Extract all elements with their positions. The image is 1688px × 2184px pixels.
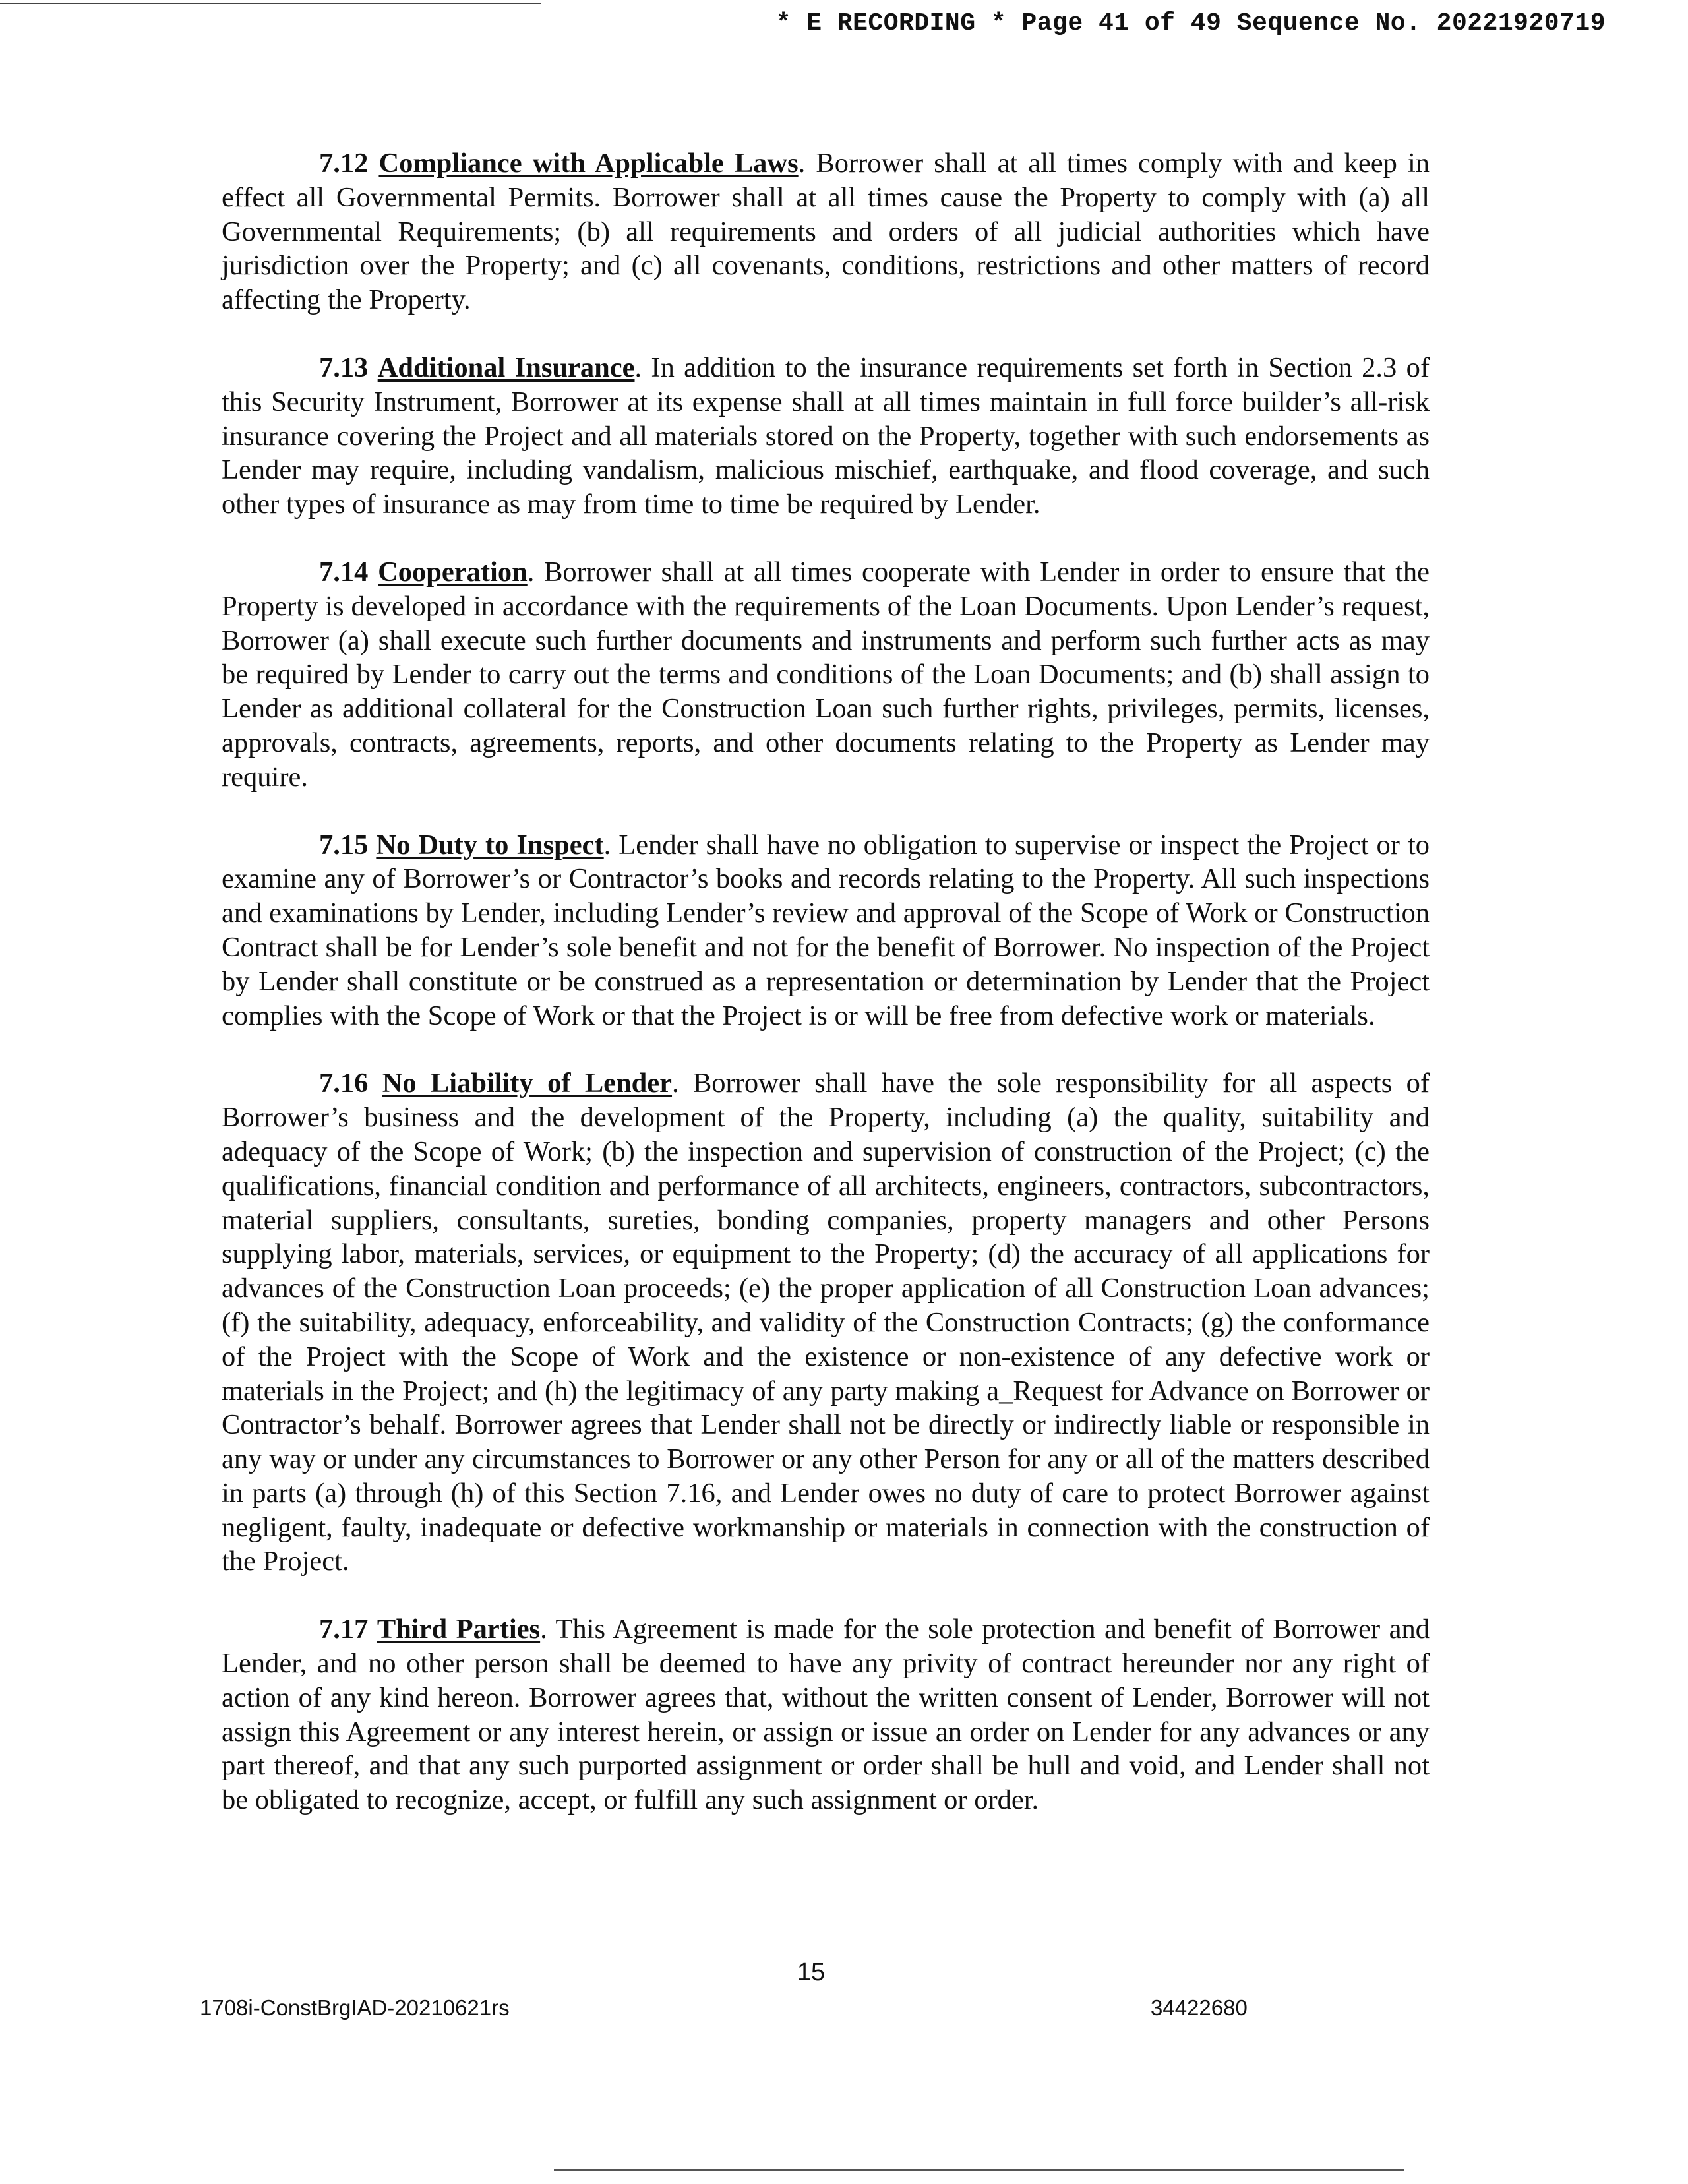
- section-text: . Borrower shall have the sole responsibility for all aspects of Borrower’s business and the development of the Property, including (a) the quality, suitability and adequacy of the Scope of Work; (b) the inspection and supervision of construction of the Project; (c) the qualifications, financial condition and performance of all architects, engineers, contractors, subcontractors, material suppliers, consultants, sureties, bonding companies, property managers and other Persons supplying labor, materials, services, or equipment to the Property; (d) the accuracy of all applications for advances of the Construction Loan proceeds; (e) the proper application of all Construction Loan advances; (f) the suitability, adequacy, enforceability, and validity of the Construction Contracts; (g) the conformance of the Project with the Scope of Work and the existence or non-existence of any defective work or materials in the Project; and (h) the legitimacy of any party making a_Request for Advance on Borrower or Contractor’s behalf. Borrower agrees that Lender shall not be directly or indirectly liable or responsible in any way or under any circumstances to Borrower or any other Person for any or all of the matters described in parts (a) through (h) of this Section 7.16, and Lender owes no duty of care to protect Borrower against negligent, faulty, inadequate or defective workmanship or materials in connection with the construction of the Project.: [222, 1068, 1430, 1577]
- section-number: 7.15: [319, 829, 369, 861]
- section-text: . This Agreement is made for the sole protection and benefit of Borrower and Lender, and no other person shall be deemed to have any privity of contract hereunder nor any right of action of any kind hereon. Borrower agrees that, without the written consent of Lender, Borrower will not assign this Agreement or any interest herein, or assign or issue an order on Lender for any advances or any part thereof, and that any such purported assignment or order shall be hull and void, and Lender shall not be obligated to recognize, accept, or fulfill any such assignment or order.: [222, 1614, 1430, 1816]
- document-number: 34422680: [1151, 1995, 1248, 2020]
- section-7-17: [222, 1612, 1430, 1817]
- section-number: 7.12: [319, 148, 369, 179]
- section-heading: Compliance with Applicable Laws: [378, 148, 799, 179]
- document-body: [222, 146, 1430, 1851]
- section-7-13: [222, 351, 1430, 522]
- section-number: 7.14: [319, 556, 369, 588]
- section-number: 7.16: [319, 1068, 369, 1099]
- section-heading: Third Parties: [377, 1614, 541, 1645]
- section-text: . Borrower shall at all times cooperate with Lender in order to ensure that the Property is developed in accordance with the requirements of the Loan Documents. Upon Lender’s request, Borrower (a) shall execute such further documents and instruments and perform such further acts as may be required by Lender to carry out the terms and conditions of the Loan Documents; and (b) shall assign to Lender as additional collateral for the Construction Loan such further rights, privileges, permits, licenses, approvals, contracts, agreements, reports, and other documents relating to the Property as Lender may require.: [222, 556, 1430, 793]
- section-heading: No Liability of Lender: [382, 1068, 673, 1099]
- section-text: . Borrower shall at all times comply with and keep in effect all Governmental Permits. Borrower shall at all times cause the Property to comply with (a) all Governmental Requirements; (b) all requirements and orders of all judicial authorities which have jurisdiction over the Property; and (c) all covenants, conditions, restrictions and other matters of record affecting the Property.: [222, 148, 1430, 316]
- bottom-scan-rule: [554, 2169, 1404, 2171]
- section-7-12: [222, 146, 1430, 317]
- top-scan-rule: [0, 3, 541, 4]
- document-code: 1708i-ConstBrgIAD-20210621rs: [200, 1995, 510, 2020]
- recording-header: * E RECORDING * Page 41 of 49 Sequence No. 20221920719: [775, 9, 1606, 38]
- section-7-14: [222, 555, 1430, 795]
- section-heading: No Duty to Inspect: [376, 829, 604, 861]
- section-heading: Cooperation: [378, 556, 528, 588]
- section-heading: Additional Insurance: [377, 351, 635, 383]
- section-text: . In addition to the insurance requirements set forth in Section 2.3 of this Security Instrument, Borrower at its expense shall at all times maintain in full force builder’s all-risk insurance covering the Project and all materials stored on the Property, together with such endorsements as Lender may require, including vandalism, malicious mischief, earthquake, and flood coverage, and such other types of insurance as may from time to time be required by Lender.: [222, 351, 1430, 520]
- section-7-15: [222, 828, 1430, 1033]
- page-number: 15: [797, 1958, 826, 1986]
- section-7-16: [222, 1066, 1430, 1579]
- section-number: 7.13: [319, 351, 369, 383]
- section-number: 7.17: [319, 1614, 369, 1645]
- section-text: . Lender shall have no obligation to supervise or inspect the Project or to examine any of Borrower’s or Contractor’s books and records relating to the Property. All such inspections and examinations by Lender, including Lender’s review and approval of the Scope of Work or Construction Contract shall be for Lender’s sole benefit and not for the benefit of Borrower. No inspection of the Project by Lender shall constitute or be construed as a representation or determination by Lender that the Project complies with the Scope of Work or that the Project is or will be free from defective work or materials.: [222, 829, 1430, 1031]
